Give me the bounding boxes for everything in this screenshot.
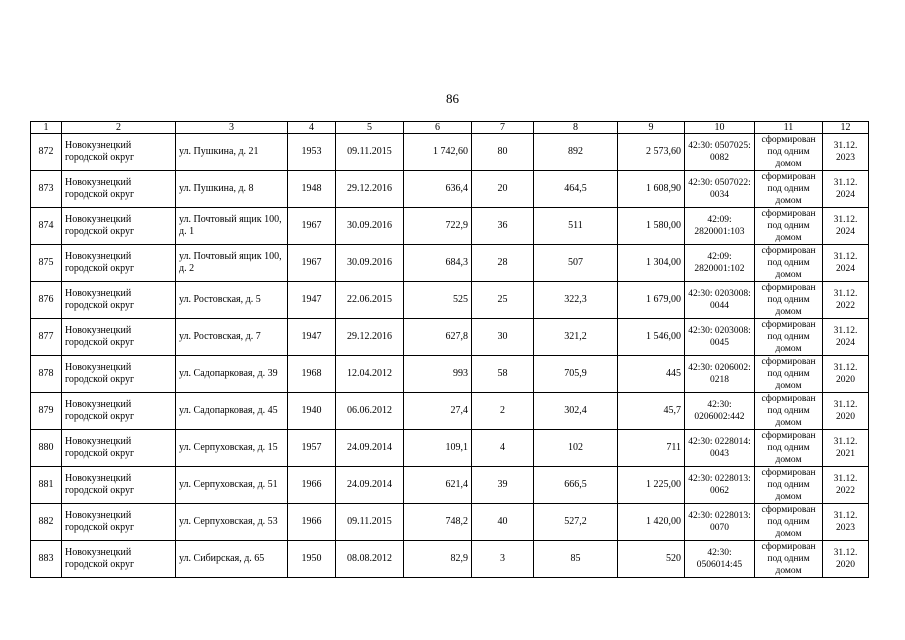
table-row — [31, 208, 869, 245]
cell-municipality: Новокузнецкий городской округ — [62, 504, 176, 541]
cell-residents: 3 — [472, 541, 534, 578]
column-header: 3 — [176, 122, 288, 134]
cell-land-status: сформирован под одним домом — [755, 504, 823, 541]
table-row — [31, 467, 869, 504]
cell-municipality: Новокузнецкий городской округ — [62, 245, 176, 282]
column-header: 2 — [62, 122, 176, 134]
cell-land-status: сформирован под одним домом — [755, 541, 823, 578]
cell-area-total: 27,4 — [404, 393, 472, 430]
cell-cadastral-number: 42:30: 0206002:442 — [685, 393, 755, 430]
cell-cadastral-number: 42:30: 0206002: 0218 — [685, 356, 755, 393]
cell-municipality: Новокузнецкий городской округ — [62, 319, 176, 356]
cell-cadastral-number: 42:30: 0228013: 0070 — [685, 504, 755, 541]
cell-area-total: 525 — [404, 282, 472, 319]
cell-row-number: 876 — [31, 282, 62, 319]
cell-area-land: 1 546,00 — [618, 319, 685, 356]
column-header: 12 — [823, 122, 869, 134]
cell-date: 29.12.2016 — [336, 319, 404, 356]
cell-area-total: 993 — [404, 356, 472, 393]
table-row — [31, 393, 869, 430]
column-number-row — [31, 122, 869, 134]
cell-date: 08.08.2012 — [336, 541, 404, 578]
table-row — [31, 430, 869, 467]
column-header: 6 — [404, 122, 472, 134]
cell-deadline: 31.12. 2021 — [823, 430, 869, 467]
cell-area-land: 1 420,00 — [618, 504, 685, 541]
cell-date: 24.09.2014 — [336, 430, 404, 467]
cell-residents: 39 — [472, 467, 534, 504]
column-header: 7 — [472, 122, 534, 134]
cell-residents: 80 — [472, 134, 534, 171]
column-header: 10 — [685, 122, 755, 134]
cell-cadastral-number: 42:30: 0507025: 0082 — [685, 134, 755, 171]
table-row — [31, 319, 869, 356]
cell-row-number: 883 — [31, 541, 62, 578]
cell-residents: 25 — [472, 282, 534, 319]
cell-deadline: 31.12. 2024 — [823, 319, 869, 356]
cell-year: 1967 — [288, 208, 336, 245]
cell-row-number: 882 — [31, 504, 62, 541]
cell-date: 06.06.2012 — [336, 393, 404, 430]
cell-area-land: 45,7 — [618, 393, 685, 430]
cell-municipality: Новокузнецкий городской округ — [62, 208, 176, 245]
cell-area-land: 1 225,00 — [618, 467, 685, 504]
cell-deadline: 31.12. 2024 — [823, 245, 869, 282]
table-row — [31, 504, 869, 541]
cell-cadastral-number: 42:09: 2820001:103 — [685, 208, 755, 245]
column-header: 9 — [618, 122, 685, 134]
cell-area-living: 85 — [534, 541, 618, 578]
cell-residents: 36 — [472, 208, 534, 245]
cell-year: 1947 — [288, 282, 336, 319]
cell-deadline: 31.12. 2020 — [823, 356, 869, 393]
cell-address: ул. Почтовый ящик 100, д. 1 — [176, 208, 288, 245]
cell-date: 09.11.2015 — [336, 134, 404, 171]
cell-cadastral-number: 42:30: 0203008: 0044 — [685, 282, 755, 319]
cell-year: 1953 — [288, 134, 336, 171]
cell-municipality: Новокузнецкий городской округ — [62, 171, 176, 208]
cell-land-status: сформирован под одним домом — [755, 430, 823, 467]
cell-date: 12.04.2012 — [336, 356, 404, 393]
table-row — [31, 245, 869, 282]
cell-cadastral-number: 42:30: 0228014: 0043 — [685, 430, 755, 467]
table-row — [31, 356, 869, 393]
cell-year: 1948 — [288, 171, 336, 208]
cell-area-living: 321,2 — [534, 319, 618, 356]
cell-area-land: 711 — [618, 430, 685, 467]
cell-land-status: сформирован под одним домом — [755, 208, 823, 245]
cell-row-number: 879 — [31, 393, 62, 430]
cell-address: ул. Пушкина, д. 21 — [176, 134, 288, 171]
register-table — [30, 121, 869, 578]
cell-area-total: 636,4 — [404, 171, 472, 208]
cell-deadline: 31.12. 2024 — [823, 171, 869, 208]
cell-deadline: 31.12. 2022 — [823, 282, 869, 319]
cell-area-total: 684,3 — [404, 245, 472, 282]
cell-area-total: 1 742,60 — [404, 134, 472, 171]
cell-date: 30.09.2016 — [336, 208, 404, 245]
cell-year: 1966 — [288, 504, 336, 541]
cell-area-total: 621,4 — [404, 467, 472, 504]
cell-address: ул. Ростовская, д. 5 — [176, 282, 288, 319]
cell-area-living: 705,9 — [534, 356, 618, 393]
cell-land-status: сформирован под одним домом — [755, 356, 823, 393]
cell-row-number: 878 — [31, 356, 62, 393]
cell-deadline: 31.12. 2023 — [823, 504, 869, 541]
cell-address: ул. Садопарковая, д. 45 — [176, 393, 288, 430]
cell-area-land: 1 580,00 — [618, 208, 685, 245]
cell-deadline: 31.12. 2022 — [823, 467, 869, 504]
cell-address: ул. Почтовый ящик 100, д. 2 — [176, 245, 288, 282]
cell-municipality: Новокузнецкий городской округ — [62, 541, 176, 578]
cell-municipality: Новокузнецкий городской округ — [62, 393, 176, 430]
cell-address: ул. Ростовская, д. 7 — [176, 319, 288, 356]
cell-residents: 20 — [472, 171, 534, 208]
cell-area-total: 748,2 — [404, 504, 472, 541]
cell-residents: 2 — [472, 393, 534, 430]
cell-area-total: 109,1 — [404, 430, 472, 467]
cell-area-living: 102 — [534, 430, 618, 467]
cell-area-living: 464,5 — [534, 171, 618, 208]
cell-year: 1950 — [288, 541, 336, 578]
cell-area-total: 627,8 — [404, 319, 472, 356]
cell-municipality: Новокузнецкий городской округ — [62, 282, 176, 319]
cell-row-number: 880 — [31, 430, 62, 467]
cell-residents: 28 — [472, 245, 534, 282]
cell-address: ул. Пушкина, д. 8 — [176, 171, 288, 208]
cell-cadastral-number: 42:30: 0507022: 0034 — [685, 171, 755, 208]
cell-address: ул. Садопарковая, д. 39 — [176, 356, 288, 393]
cell-area-living: 302,4 — [534, 393, 618, 430]
cell-cadastral-number: 42:30: 0506014:45 — [685, 541, 755, 578]
cell-land-status: сформирован под одним домом — [755, 393, 823, 430]
cell-date: 29.12.2016 — [336, 171, 404, 208]
cell-address: ул. Серпуховская, д. 53 — [176, 504, 288, 541]
cell-row-number: 875 — [31, 245, 62, 282]
cell-year: 1966 — [288, 467, 336, 504]
cell-deadline: 31.12. 2020 — [823, 541, 869, 578]
cell-deadline: 31.12. 2023 — [823, 134, 869, 171]
table-row — [31, 282, 869, 319]
cell-area-total: 722,9 — [404, 208, 472, 245]
cell-area-living: 507 — [534, 245, 618, 282]
table-row — [31, 171, 869, 208]
cell-deadline: 31.12. 2020 — [823, 393, 869, 430]
column-header: 5 — [336, 122, 404, 134]
cell-land-status: сформирован под одним домом — [755, 171, 823, 208]
cell-residents: 4 — [472, 430, 534, 467]
cell-area-living: 511 — [534, 208, 618, 245]
cell-residents: 58 — [472, 356, 534, 393]
cell-date: 09.11.2015 — [336, 504, 404, 541]
cell-date: 22.06.2015 — [336, 282, 404, 319]
cell-address: ул. Серпуховская, д. 51 — [176, 467, 288, 504]
cell-year: 1947 — [288, 319, 336, 356]
cell-area-total: 82,9 — [404, 541, 472, 578]
cell-cadastral-number: 42:09: 2820001:102 — [685, 245, 755, 282]
cell-year: 1968 — [288, 356, 336, 393]
cell-year: 1967 — [288, 245, 336, 282]
cell-row-number: 877 — [31, 319, 62, 356]
cell-land-status: сформирован под одним домом — [755, 282, 823, 319]
cell-municipality: Новокузнецкий городской округ — [62, 430, 176, 467]
cell-municipality: Новокузнецкий городской округ — [62, 467, 176, 504]
cell-area-land: 2 573,60 — [618, 134, 685, 171]
cell-area-land: 1 679,00 — [618, 282, 685, 319]
cell-year: 1940 — [288, 393, 336, 430]
cell-row-number: 872 — [31, 134, 62, 171]
column-header: 1 — [31, 122, 62, 134]
cell-row-number: 873 — [31, 171, 62, 208]
cell-row-number: 874 — [31, 208, 62, 245]
column-header: 8 — [534, 122, 618, 134]
cell-area-living: 666,5 — [534, 467, 618, 504]
cell-year: 1957 — [288, 430, 336, 467]
cell-address: ул. Сибирская, д. 65 — [176, 541, 288, 578]
cell-cadastral-number: 42:30: 0203008: 0045 — [685, 319, 755, 356]
cell-area-living: 527,2 — [534, 504, 618, 541]
cell-land-status: сформирован под одним домом — [755, 319, 823, 356]
cell-municipality: Новокузнецкий городской округ — [62, 356, 176, 393]
cell-area-living: 322,3 — [534, 282, 618, 319]
cell-area-land: 520 — [618, 541, 685, 578]
table-row — [31, 541, 869, 578]
cell-land-status: сформирован под одним домом — [755, 467, 823, 504]
cell-municipality: Новокузнецкий городской округ — [62, 134, 176, 171]
cell-land-status: сформирован под одним домом — [755, 134, 823, 171]
table-row — [31, 134, 869, 171]
cell-residents: 40 — [472, 504, 534, 541]
cell-date: 24.09.2014 — [336, 467, 404, 504]
cell-area-living: 892 — [534, 134, 618, 171]
cell-area-land: 1 304,00 — [618, 245, 685, 282]
cell-area-land: 1 608,90 — [618, 171, 685, 208]
cell-land-status: сформирован под одним домом — [755, 245, 823, 282]
cell-residents: 30 — [472, 319, 534, 356]
column-header: 4 — [288, 122, 336, 134]
cell-date: 30.09.2016 — [336, 245, 404, 282]
cell-row-number: 881 — [31, 467, 62, 504]
cell-deadline: 31.12. 2024 — [823, 208, 869, 245]
column-header: 11 — [755, 122, 823, 134]
cell-cadastral-number: 42:30: 0228013: 0062 — [685, 467, 755, 504]
cell-address: ул. Серпуховская, д. 15 — [176, 430, 288, 467]
page-number: 86 — [446, 91, 459, 106]
cell-area-land: 445 — [618, 356, 685, 393]
